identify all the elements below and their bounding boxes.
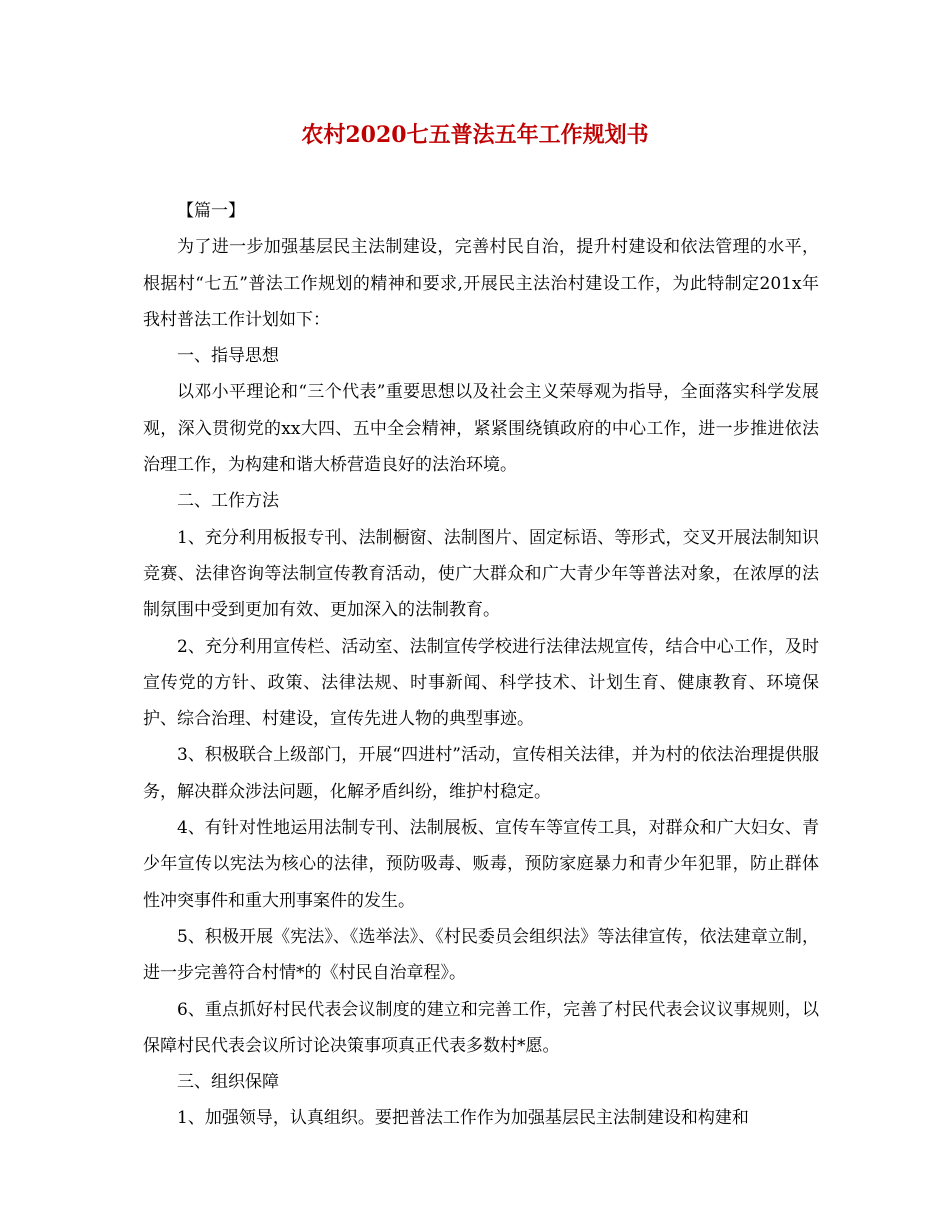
section-heading-organizational-support: 三、组织保障 [177,1072,279,1093]
work-method-item-3: 3、积极联合上级部门，开展“四进村”活动，宣传相关法律，并为村的依法治理提供服务，解决群众涉法问题，化解矛盾纠纷，维护村稳定。 [143,745,819,802]
work-method-item-5: 5、积极开展《宪法》、《选举法》、《村民委员会组织法》等法律宣传，依法建章立制，进一步完善符合村情*的《村民自治章程》。 [143,926,819,984]
guiding-thought-paragraph: 以邓小平理论和“三个代表”重要思想以及社会主义荣辱观为指导，全面落实科学发展观，深入贯彻党的xx大四、五中全会精神，紧紧围绕镇政府的中心工作，进一步推进依法治理工作，为构建和谐大桥营造良好的法治环境。 [143,382,819,476]
organizational-support-item-1: 1、加强领导，认真组织。要把普法工作作为加强基层民主法制建设和构建和 [177,1108,749,1129]
section-heading-guiding-thought: 一、指导思想 [177,346,279,367]
work-method-item-4: 4、有针对性地运用法制专刊、法制展板、宣传车等宣传工具，对群众和广大妇女、青少年宣传以宪法为核心的法律，预防吸毒、贩毒，预防家庭暴力和青少年犯罪，防止群体性冲突事件和重大刑事案件的发生。 [143,818,819,911]
document-body [143,193,819,1137]
work-method-item-1: 1、充分利用板报专刊、法制橱窗、法制图片、固定标语、等形式，交叉开展法制知识竞赛、法律咨询等法制宣传教育活动，使广大群众和广大青少年等普法对象，在浓厚的法制氛围中受到更加有效、更加深入的法制教育。 [143,527,819,621]
section-label: 【篇一】 [177,201,245,221]
section-heading-work-methods: 二、工作方法 [177,491,279,512]
work-method-item-6: 6、重点抓好村民代表会议制度的建立和完善工作，完善了村民代表会议议事规则，以保障村民代表会议所讨论决策事项真正代表多数村*愿。 [143,999,819,1056]
intro-paragraph: 为了进一步加强基层民主法制建设，完善村民自治，提升村建设和依法管理的水平，根据村“七五”普法工作规划的精神和要求,开展民主法治村建设工作，为此特制定201x年我村普法工作计划如下： [143,237,819,330]
work-method-item-2: 2、充分利用宣传栏、活动室、法制宣传学校进行法律法规宣传，结合中心工作，及时宣传党的方针、政策、法律法规、时事新闻、科学技术、计划生育、健康教育、环境保护、综合治理、村建设，宣传先进人物的典型事迹。 [143,636,819,730]
document-title: 农村2020七五普法五年工作规划书 [301,122,649,148]
